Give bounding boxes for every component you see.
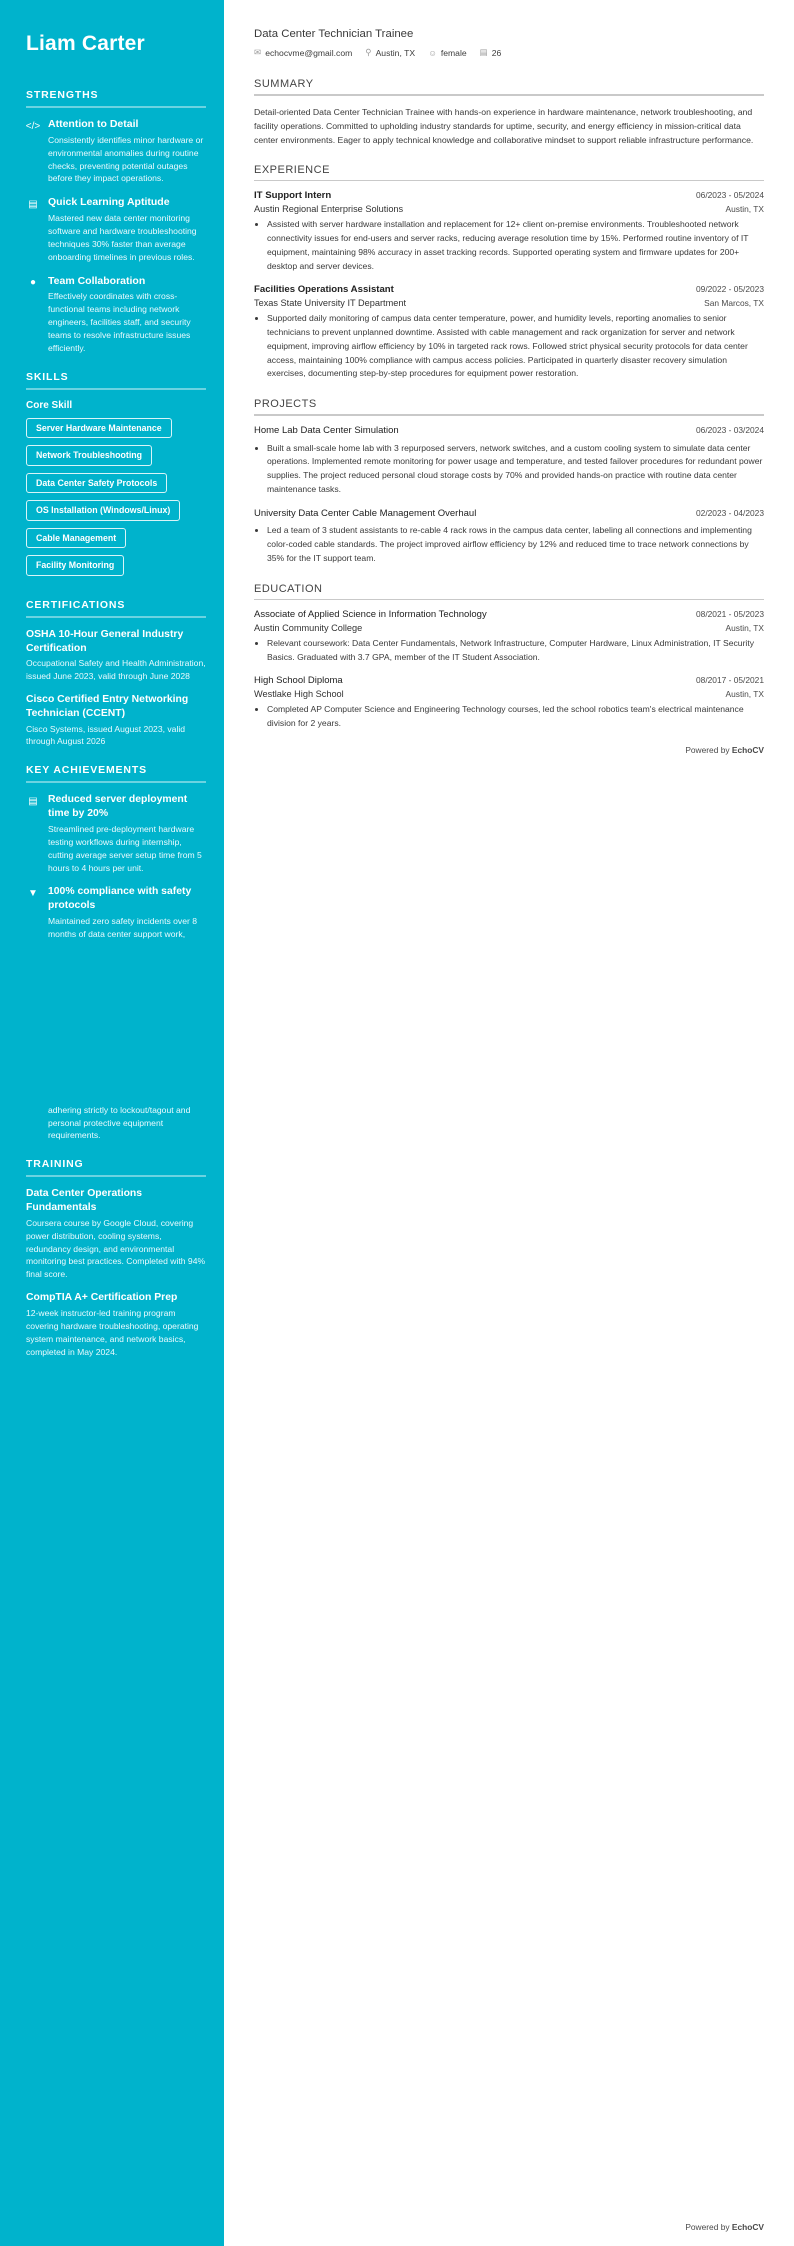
calendar-icon: ▤ bbox=[479, 47, 488, 57]
section-divider bbox=[26, 781, 206, 783]
candidate-name: Liam Carter bbox=[26, 32, 145, 55]
section-projects bbox=[254, 398, 764, 565]
training-title: CompTIA A+ Certification Prep bbox=[26, 1292, 178, 1304]
achievement-description: Streamlined pre-deployment hardware testing workflows during internship, cutting average server setup time from 5 hours to 4 hours per unit. bbox=[48, 823, 202, 873]
entry-bullet-list bbox=[254, 312, 764, 381]
entry bbox=[254, 284, 764, 381]
strength-description: Mastered new data center monitoring software and hardware troubleshooting techniques 30% faster than average onboarding timelines in previous roles. bbox=[48, 212, 197, 262]
strength-title: Team Collaboration bbox=[48, 274, 146, 287]
location-pin-icon: ⚲ bbox=[365, 47, 372, 57]
book-icon: ▤ bbox=[28, 198, 38, 210]
code-brackets-icon: </> bbox=[25, 120, 41, 132]
achievement-title: Reduced server deployment time by 20% bbox=[48, 794, 188, 820]
entry-organization: Westlake High School bbox=[254, 689, 344, 700]
person-icon: ☺ bbox=[428, 47, 437, 58]
summary-text: Detail-oriented Data Center Technician Trainee with hands-on experience in hardware maintenance, network troubleshooting, and facility operations. Committed to upholding industry standards for uptime, security, and energy efficiency in mission-critical data center environments. Eager to apply technical knowledge and collaborative mindset to support reliable infrastructure performance. bbox=[254, 106, 754, 145]
sidebar-section-strengths bbox=[26, 89, 206, 355]
section-divider bbox=[254, 94, 764, 96]
entry-title: High School Diploma bbox=[254, 675, 343, 687]
entry-bullet-list bbox=[254, 637, 764, 665]
entry bbox=[254, 609, 764, 664]
entry-bullet-list bbox=[254, 442, 764, 497]
strength-description: Consistently identifies minor hardware or environmental anomalies during routine checks, preventing potential outages before they impact operations. bbox=[48, 134, 204, 184]
entry-bullet: • Built a small-scale home lab with 3 repurposed servers, network switches, and a custom cooling system to simulate data center operations. Implemented remote monitoring for power usage and temperature, and tested failover procedures for redundant power supplies. The project reduced personal cloud storage costs by 70% and provided hands-on practice with routine data center maintenance tasks. bbox=[267, 442, 764, 497]
entry-location: Austin, TX bbox=[725, 689, 764, 700]
footer-brand: EchoCV bbox=[731, 2222, 764, 2232]
footer-branding-page1 bbox=[685, 745, 764, 755]
training-item bbox=[26, 1291, 206, 1358]
strength-item bbox=[26, 118, 206, 185]
summary-heading: SUMMARY bbox=[254, 78, 314, 90]
contact-text: female bbox=[440, 47, 467, 58]
achievements-heading: KEY ACHIEVEMENTS bbox=[26, 764, 147, 777]
contact-text: Austin, TX bbox=[375, 47, 416, 58]
entry-location: Austin, TX bbox=[725, 622, 764, 633]
training-item bbox=[26, 1187, 206, 1281]
contact-item bbox=[480, 47, 502, 58]
sidebar-section-achievements bbox=[26, 764, 206, 940]
footer-powered-text: Powered by bbox=[685, 2222, 732, 2232]
training-description: Coursera course by Google Cloud, covering power distribution, cooling systems, redundancy design, and environmental monitoring best practices. Completed with 94% final score. bbox=[26, 1217, 206, 1280]
entry-date: 06/2023 - 03/2024 bbox=[696, 424, 764, 435]
strength-item bbox=[26, 196, 206, 263]
achievement-title: 100% compliance with safety protocols bbox=[48, 886, 192, 912]
entry-title: IT Support Intern bbox=[254, 190, 332, 202]
entry-organization: Texas State University IT Department bbox=[254, 298, 406, 309]
entry-title: Home Lab Data Center Simulation bbox=[254, 424, 399, 436]
training-title: Data Center Operations Fundamentals bbox=[26, 1188, 143, 1214]
certification-item bbox=[26, 693, 206, 748]
entry-date: 09/2022 - 05/2023 bbox=[696, 284, 764, 295]
entry-bullet: • Assisted with server hardware installation and replacement for 12+ client on-premise environments. Troubleshooted network connectivity issues for end-users and server racks, reducing average resolution time by 15%. Performed routine inventory of IT equipment, maintaining 98% accuracy in asset tracking records. Supported operating system and firmware updates for 200+ desktop and server devices. bbox=[267, 218, 764, 273]
skill-chip-list bbox=[26, 418, 206, 583]
training-heading: TRAINING bbox=[26, 1158, 84, 1171]
page-title: Data Center Technician Trainee bbox=[254, 28, 414, 40]
skill-chip[interactable]: Cable Management bbox=[26, 528, 126, 549]
certification-title: OSHA 10-Hour General Industry Certification bbox=[26, 628, 184, 654]
certifications-heading: CERTIFICATIONS bbox=[26, 598, 126, 611]
certification-issuer: Cisco Systems, issued August 2023, valid through August 2026 bbox=[26, 723, 186, 747]
skills-group-label: Core Skill bbox=[26, 399, 73, 411]
entry bbox=[254, 675, 764, 730]
chat-bubble-icon: ● bbox=[29, 277, 37, 288]
envelope-icon: ✉ bbox=[254, 47, 262, 57]
section-summary bbox=[254, 78, 764, 147]
section-divider bbox=[26, 1175, 206, 1177]
skill-chip[interactable]: OS Installation (Windows/Linux) bbox=[26, 500, 180, 521]
achievement-desc-continued: adhering strictly to lockout/tagout and personal protective equipment requirements. bbox=[48, 1104, 191, 1141]
entry bbox=[254, 508, 764, 566]
entry-date: 02/2023 - 04/2023 bbox=[696, 507, 764, 518]
entry-bullet-list bbox=[254, 524, 764, 565]
contact-item bbox=[365, 47, 415, 58]
sidebar-section-training bbox=[26, 1158, 206, 1358]
contact-item bbox=[254, 47, 352, 58]
speech-bubble-icon: ▼ bbox=[28, 887, 38, 899]
entry-bullet: • Completed AP Computer Science and Engineering Technology courses, led the school robotics team's electrical maintenance division for 2 years. bbox=[267, 703, 764, 731]
sidebar-section-skills bbox=[26, 371, 206, 583]
entry-organization: Austin Community College bbox=[254, 622, 363, 633]
main-content bbox=[224, 0, 794, 2246]
footer-brand: EchoCV bbox=[731, 745, 764, 755]
entry-bullet: • Relevant coursework: Data Center Fundamentals, Network Infrastructure, Computer Hardware, Linux Administration, IT Security Basics. Graduated with 3.7 GPA, member of the IT Student Association. bbox=[267, 637, 764, 665]
skills-heading: SKILLS bbox=[26, 370, 69, 383]
entry-bullet: • Led a team of 3 student assistants to re-cable 4 rack rows in the campus data center, labeling all connections and implementing color-coded cable standards. The project improved airflow efficiency by 12% and reduced time to trace network connections by 35% for the IT support team. bbox=[267, 524, 764, 565]
skill-chip[interactable]: Facility Monitoring bbox=[26, 555, 124, 576]
achievement-item bbox=[26, 793, 206, 874]
experience-heading: EXPERIENCE bbox=[254, 163, 330, 176]
strength-title: Attention to Detail bbox=[48, 118, 139, 131]
contact-item bbox=[428, 48, 467, 58]
strength-title: Quick Learning Aptitude bbox=[48, 196, 170, 209]
entry-location: Austin, TX bbox=[725, 204, 764, 215]
certification-issuer: Occupational Safety and Health Administration, issued June 2023, valid through June 2028 bbox=[26, 658, 206, 682]
entry-title: Associate of Applied Science in Information Technology bbox=[254, 609, 487, 621]
footer-branding-page2 bbox=[685, 2222, 764, 2232]
section-divider bbox=[26, 106, 206, 108]
section-experience bbox=[254, 164, 764, 381]
strengths-heading: STRENGTHS bbox=[26, 89, 99, 102]
contact-text: echocvme@gmail.com bbox=[265, 47, 353, 58]
achievement-item bbox=[26, 885, 206, 940]
entry-bullet: • Supported daily monitoring of campus data center temperature, power, and humidity levels, reporting anomalies to senior technicians to prevent unplanned downtime. Assisted with cable management and rack organization for server and network equipment, improving airflow efficiency by 10% in targeted rack rows. Followed strict physical security protocols for data center access, maintaining 100% compliance with campus access policies. Participated in quarterly disaster recovery simulation exercises, documenting step-by-step procedures for equipment power restoration. bbox=[267, 312, 764, 381]
certification-title: Cisco Certified Entry Networking Technician (CCENT) bbox=[26, 694, 189, 719]
skill-chip[interactable]: Data Center Safety Protocols bbox=[26, 473, 167, 494]
section-divider bbox=[254, 414, 764, 416]
footer-powered-text: Powered by bbox=[685, 745, 732, 755]
section-divider bbox=[254, 599, 764, 601]
strength-description: Effectively coordinates with cross-functional teams including network engineers, facilities staff, and security teams to resolve infrastructure issues efficiently. bbox=[48, 291, 191, 353]
page-break-gap bbox=[26, 952, 206, 1104]
skill-chip[interactable]: Server Hardware Maintenance bbox=[26, 418, 172, 439]
entry-date: 08/2017 - 05/2021 bbox=[696, 675, 764, 686]
projects-heading: PROJECTS bbox=[254, 398, 317, 411]
training-description: 12-week instructor-led training program covering hardware troubleshooting, operating system maintenance, and network basics, completed in May 2024. bbox=[26, 1307, 199, 1357]
certification-item bbox=[26, 628, 206, 683]
entry-organization: Austin Regional Enterprise Solutions bbox=[254, 204, 404, 215]
section-divider bbox=[26, 616, 206, 618]
entry-title: Facilities Operations Assistant bbox=[254, 284, 394, 296]
chart-document-icon: ▤ bbox=[28, 795, 38, 807]
skill-chip[interactable]: Network Troubleshooting bbox=[26, 445, 152, 466]
section-divider bbox=[254, 180, 764, 182]
entry-date: 06/2023 - 05/2024 bbox=[696, 190, 764, 201]
strength-item bbox=[26, 275, 206, 355]
sidebar-section-certifications bbox=[26, 599, 206, 749]
contact-row bbox=[254, 47, 764, 58]
section-education bbox=[254, 583, 764, 731]
entry bbox=[254, 425, 764, 497]
education-heading: EDUCATION bbox=[254, 582, 323, 595]
entry-location: San Marcos, TX bbox=[704, 298, 764, 309]
entry-date: 08/2021 - 05/2023 bbox=[696, 609, 764, 620]
sidebar bbox=[0, 0, 224, 2246]
entry bbox=[254, 190, 764, 273]
entry-bullet-list bbox=[254, 703, 764, 731]
section-divider bbox=[26, 388, 206, 390]
entry-bullet-list bbox=[254, 218, 764, 273]
achievement-description: Maintained zero safety incidents over 8 months of data center support work, bbox=[48, 915, 198, 939]
contact-text: 26 bbox=[491, 47, 502, 58]
entry-title: University Data Center Cable Management Overhaul bbox=[254, 507, 477, 519]
